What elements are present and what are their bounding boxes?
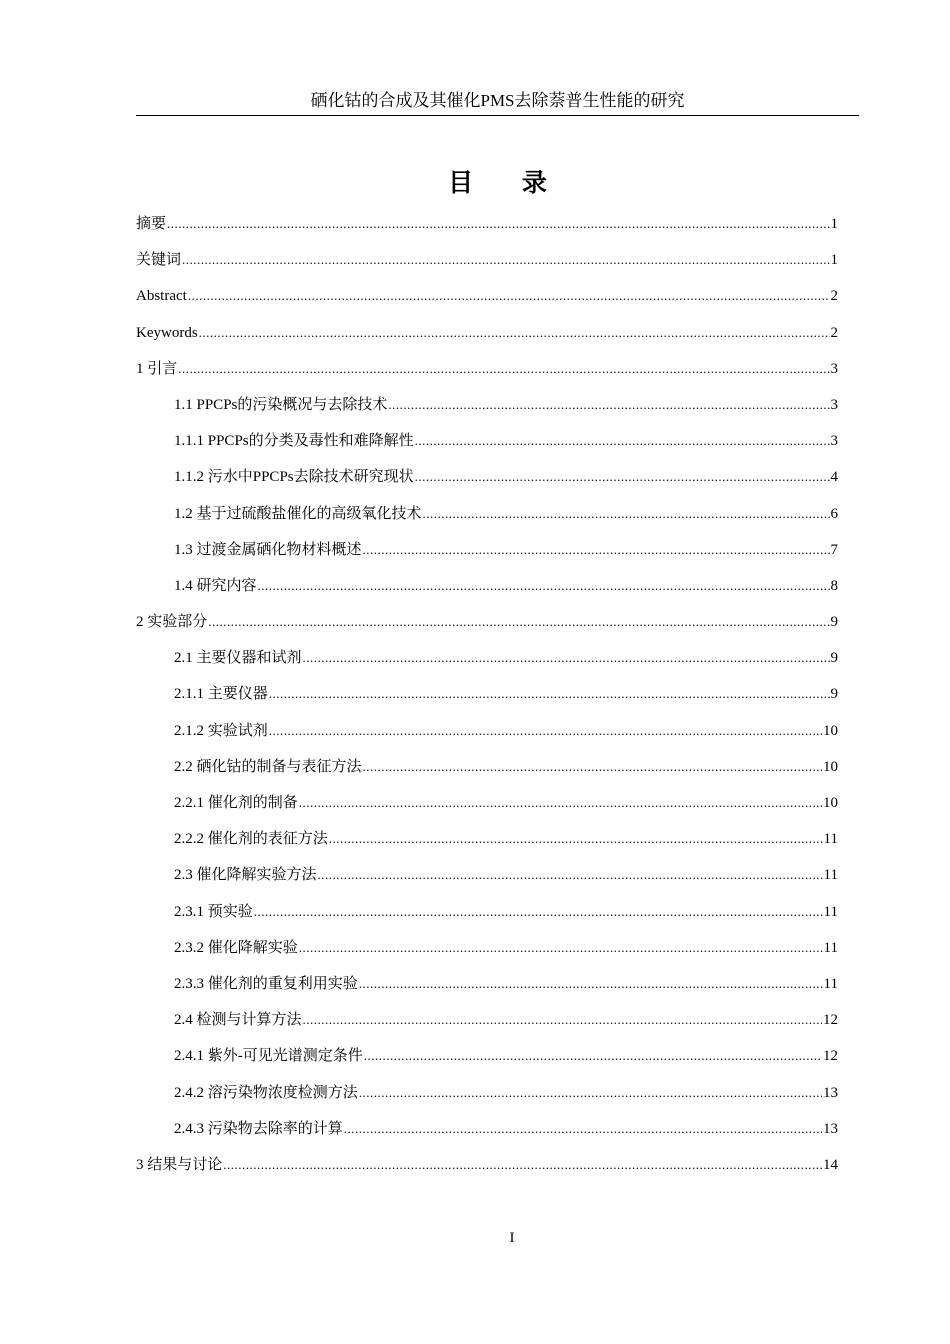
toc-dot-leader	[208, 604, 829, 640]
header-rule	[136, 115, 859, 116]
toc-entry-page: 1	[830, 216, 838, 232]
toc-dot-leader	[182, 242, 829, 278]
toc-entry-label: 2.1.2 实验试剂	[174, 722, 268, 739]
toc-entry-label: 2.1.1 主要仪器	[174, 686, 268, 703]
toc-entry-label: 2.2 硒化钴的制备与表征方法	[174, 758, 362, 775]
toc-entry[interactable]	[136, 459, 838, 495]
toc-entry-label: 2.3.1 预实验	[174, 903, 253, 920]
toc-entry[interactable]	[136, 1002, 838, 1038]
toc-entry-page: 6	[830, 505, 838, 522]
toc-dot-leader	[363, 749, 822, 785]
toc-entry-label: 2.3 催化降解实验方法	[174, 867, 317, 884]
toc-entry-page: 11	[823, 975, 838, 992]
toc-dot-leader	[415, 459, 830, 495]
toc-entry-page: 3	[830, 360, 838, 377]
toc-dot-leader	[359, 966, 823, 1002]
toc-dot-leader	[299, 785, 822, 821]
toc-entry-page: 2	[830, 324, 838, 341]
toc-entry-page: 11	[823, 831, 838, 848]
toc-entry[interactable]	[136, 676, 838, 712]
toc-entry-label: 3 结果与讨论	[136, 1156, 223, 1173]
toc-entry-label: 2 实验部分	[136, 614, 208, 631]
toc-dot-leader	[344, 1111, 822, 1147]
toc-entry[interactable]	[136, 532, 838, 568]
toc-entry-label: 关键词	[136, 252, 182, 269]
toc-entry-page: 12	[823, 1048, 838, 1065]
toc-entry[interactable]	[136, 242, 838, 278]
toc-dot-leader	[258, 568, 830, 604]
toc-entry-page: 10	[823, 722, 838, 739]
toc-entry[interactable]	[136, 1038, 838, 1074]
toc-entry-page: 8	[830, 577, 838, 594]
toc-entry[interactable]	[136, 351, 838, 387]
toc-entry-page: 10	[823, 795, 838, 811]
toc-dot-leader	[364, 1038, 822, 1074]
toc-entry-label: 2.4.1 紫外-可见光谱测定条件	[174, 1048, 363, 1065]
toc-entry-label: 1 引言	[136, 360, 178, 377]
toc-dot-leader	[363, 532, 830, 568]
toc-entry[interactable]	[136, 604, 838, 640]
toc-entry[interactable]	[136, 894, 838, 930]
toc-entry[interactable]	[136, 278, 838, 314]
toc-entry-label: 1.1.2 污水中PPCPs去除技术研究现状	[174, 469, 414, 486]
toc-entry-page: 9	[830, 650, 838, 667]
toc-dot-leader	[269, 676, 830, 712]
toc-entry-page: 2	[830, 288, 838, 305]
toc-dot-leader	[303, 1002, 822, 1038]
toc-entry[interactable]	[136, 206, 838, 242]
toc-entry[interactable]	[136, 785, 838, 821]
toc-dot-leader	[199, 315, 830, 351]
toc-entry-label: 2.3.3 催化剂的重复利用实验	[174, 975, 358, 992]
toc-entry-page: 3	[830, 433, 838, 450]
toc-entry-page: 7	[830, 541, 838, 558]
toc-entry-page: 10	[823, 758, 838, 775]
table-of-contents	[136, 206, 838, 1183]
toc-entry-page: 1	[830, 252, 838, 269]
toc-dot-leader	[303, 640, 830, 676]
toc-dot-leader	[318, 857, 823, 893]
toc-entry-page: 14	[823, 1156, 838, 1173]
toc-entry-label: 1.3 过渡金属硒化物材料概述	[174, 541, 362, 558]
toc-entry-label: 摘要	[136, 216, 167, 232]
toc-entry[interactable]	[136, 857, 838, 893]
toc-entry-label: 1.4 研究内容	[174, 577, 257, 594]
toc-dot-leader	[269, 713, 822, 749]
toc-entry-label: 2.4.2 溶污染物浓度检测方法	[174, 1084, 358, 1101]
toc-entry-page: 13	[823, 1120, 838, 1137]
toc-entry[interactable]	[136, 749, 838, 785]
toc-entry[interactable]	[136, 1111, 838, 1147]
toc-dot-leader	[299, 930, 823, 966]
toc-entry-label: 1.1 PPCPs的污染概况与去除技术	[174, 396, 388, 413]
toc-entry-label: 1.2 基于过硫酸盐催化的高级氧化技术	[174, 505, 422, 522]
toc-entry-label: 2.2.1 催化剂的制备	[174, 795, 298, 811]
toc-entry[interactable]	[136, 821, 838, 857]
toc-entry[interactable]	[136, 387, 838, 423]
toc-entry[interactable]	[136, 640, 838, 676]
toc-entry-page: 11	[823, 939, 838, 956]
toc-title: 目 录	[448, 168, 567, 197]
toc-entry[interactable]	[136, 966, 838, 1002]
toc-entry-page: 4	[830, 469, 838, 486]
toc-entry-label: 2.4.3 污染物去除率的计算	[174, 1120, 343, 1137]
toc-dot-leader	[359, 1075, 822, 1111]
toc-entry-label: 2.2.2 催化剂的表征方法	[174, 831, 328, 848]
toc-entry-page: 9	[830, 686, 838, 703]
toc-entry[interactable]	[136, 315, 838, 351]
page-number: I	[509, 1230, 515, 1246]
toc-entry-label: 2.4 检测与计算方法	[174, 1012, 302, 1029]
toc-entry-page: 11	[823, 903, 838, 920]
toc-entry-page: 11	[823, 867, 838, 884]
toc-dot-leader	[415, 423, 830, 459]
toc-dot-leader	[167, 206, 829, 242]
toc-entry-page: 3	[830, 396, 838, 413]
toc-dot-leader	[178, 351, 829, 387]
toc-entry-label: Keywords	[136, 324, 198, 341]
toc-entry-label: Abstract	[136, 288, 187, 305]
toc-dot-leader	[254, 894, 823, 930]
toc-entry[interactable]	[136, 1147, 838, 1183]
toc-entry[interactable]	[136, 930, 838, 966]
running-header: 硒化钴的合成及其催化PMS去除萘普生性能的研究	[310, 91, 685, 110]
toc-dot-leader	[188, 278, 830, 314]
toc-entry[interactable]	[136, 1075, 838, 1111]
toc-entry[interactable]	[136, 496, 838, 532]
toc-dot-leader	[329, 821, 823, 857]
toc-entry-label: 2.3.2 催化降解实验	[174, 939, 298, 956]
toc-entry[interactable]	[136, 568, 838, 604]
toc-entry[interactable]	[136, 423, 838, 459]
toc-dot-leader	[223, 1147, 822, 1183]
toc-entry-label: 1.1.1 PPCPs的分类及毒性和难降解性	[174, 433, 414, 450]
toc-entry-page: 9	[830, 614, 838, 631]
toc-dot-leader	[423, 496, 830, 532]
toc-entry[interactable]	[136, 713, 838, 749]
toc-entry-page: 12	[823, 1012, 838, 1029]
toc-entry-label: 2.1 主要仪器和试剂	[174, 650, 302, 667]
toc-entry-page: 13	[823, 1084, 838, 1101]
toc-dot-leader	[388, 387, 829, 423]
